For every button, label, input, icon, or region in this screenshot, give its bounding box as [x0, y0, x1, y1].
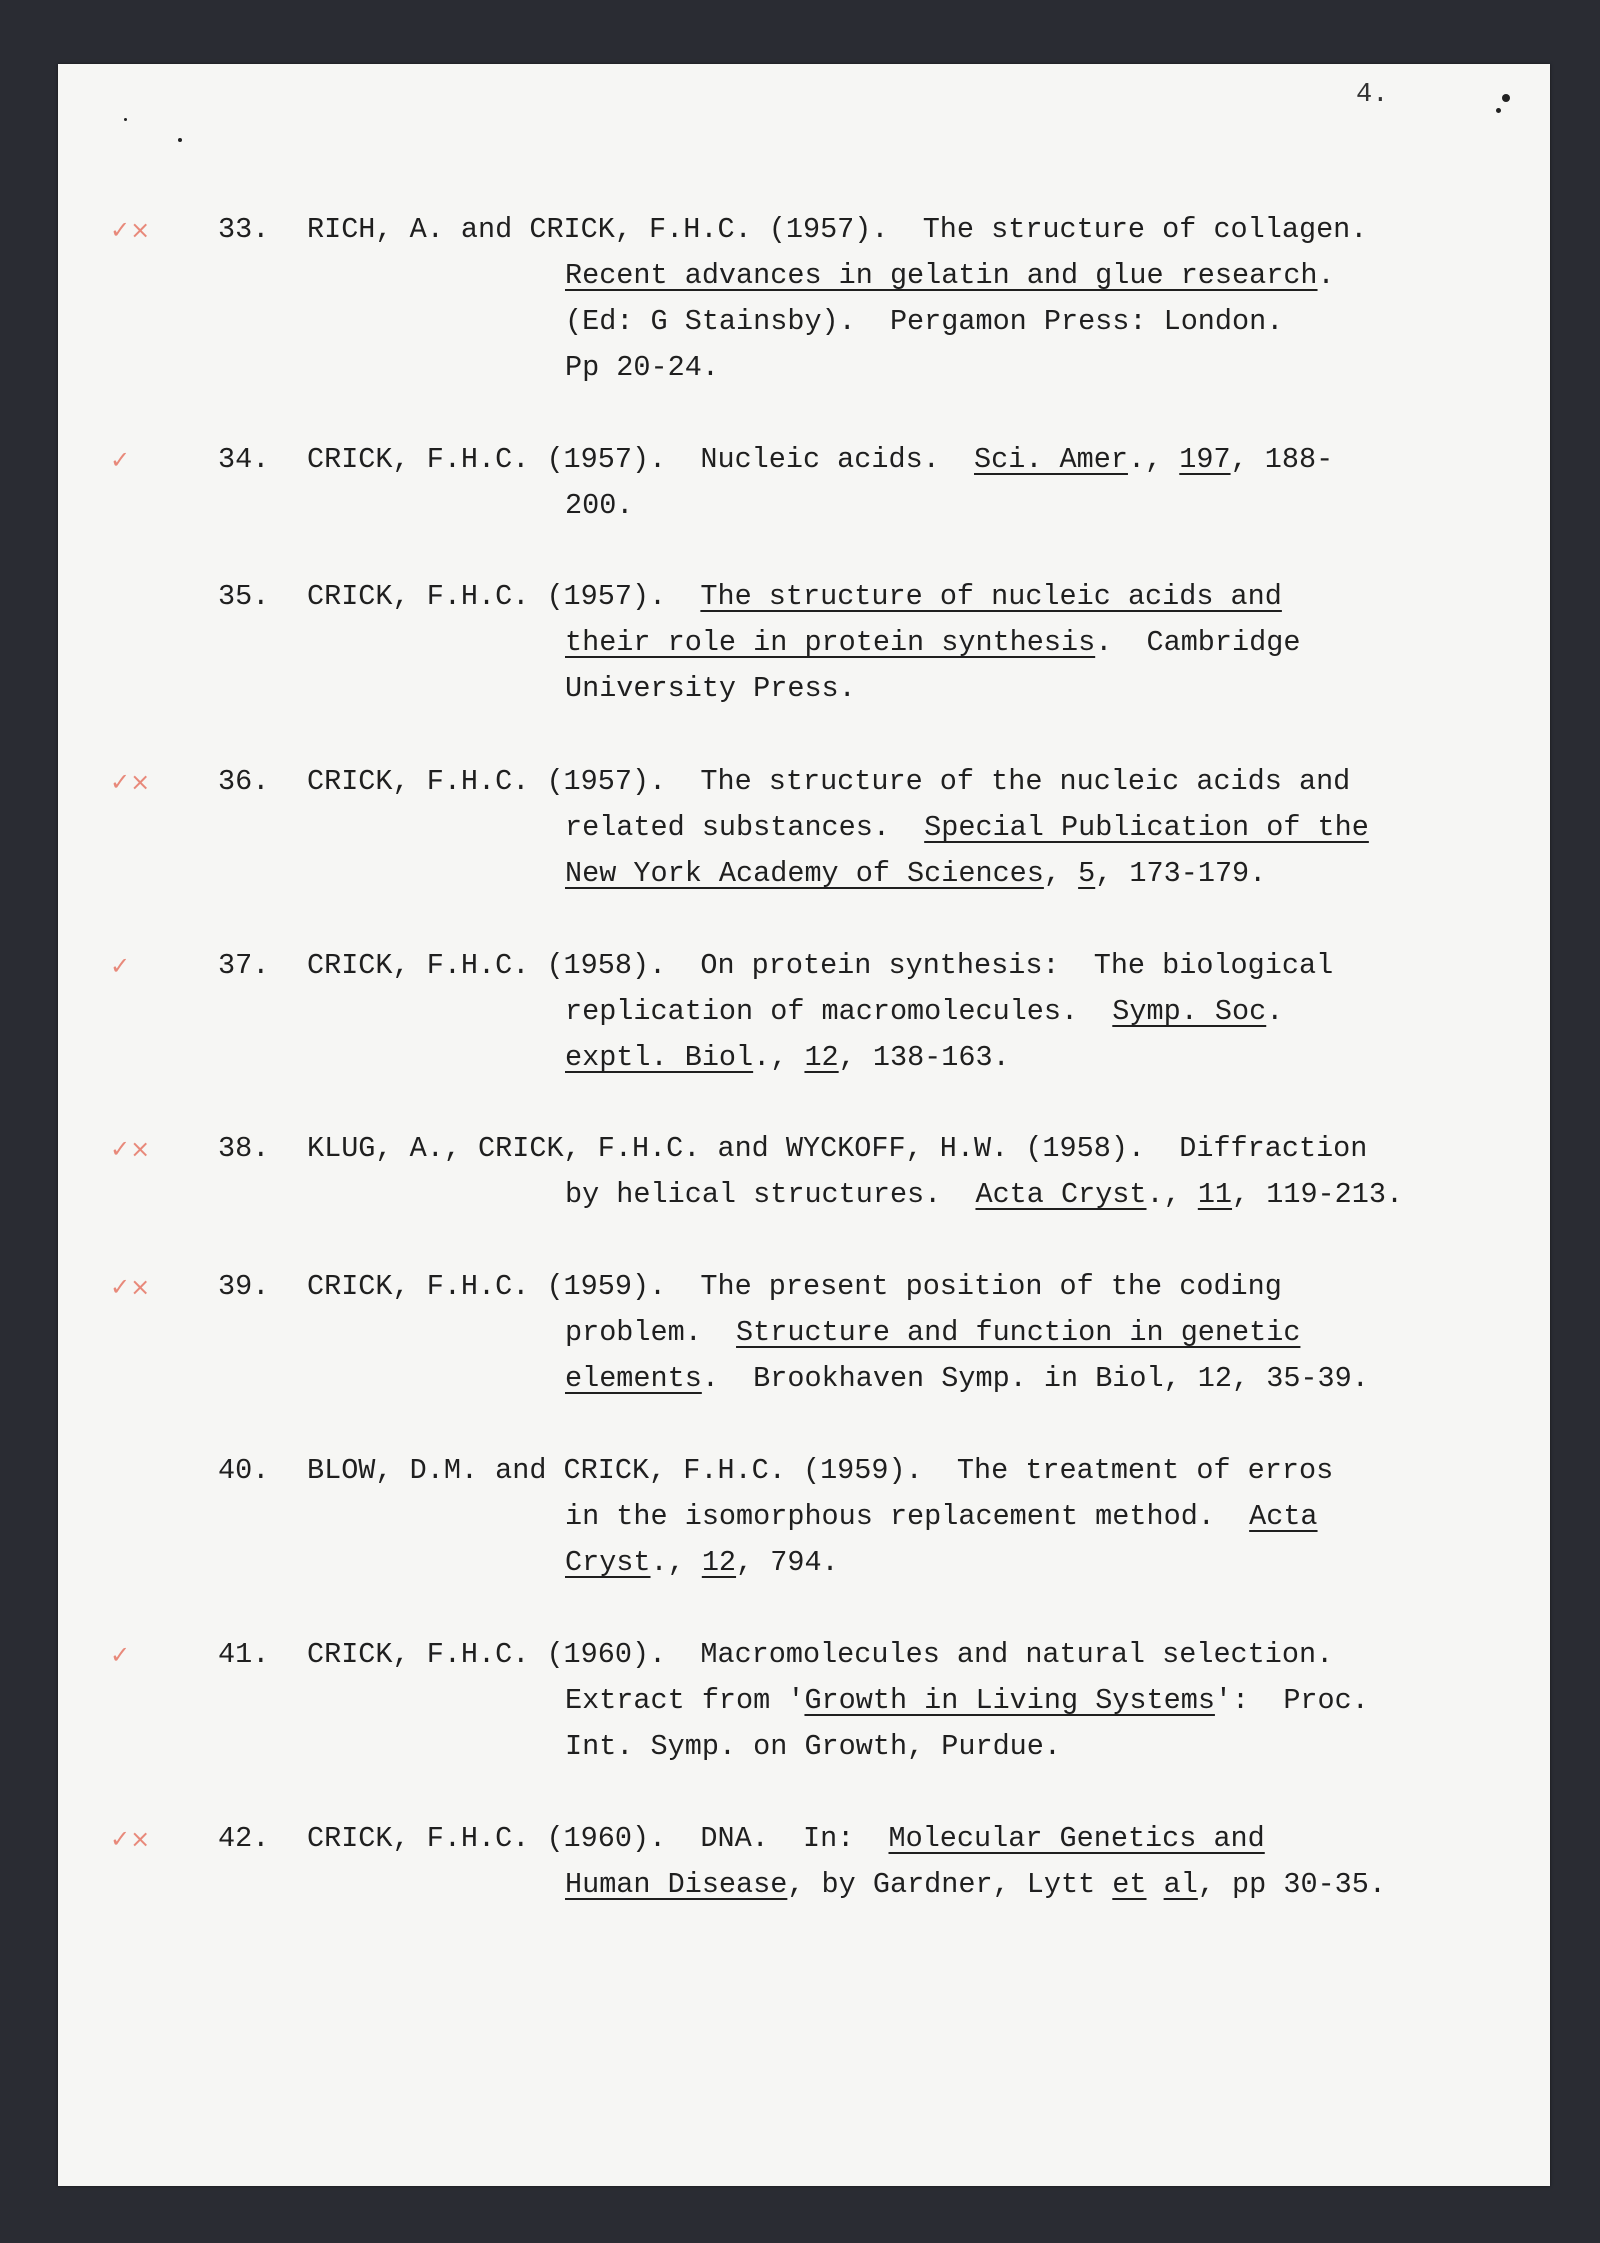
underlined-title: New York Academy of Sciences [565, 857, 1044, 890]
citation-text: , 173-179. [1095, 857, 1267, 890]
underlined-title: exptl. Biol [565, 1041, 754, 1074]
ink-speck [1496, 108, 1501, 113]
underlined-title: Special Publication of the [924, 811, 1369, 844]
underlined-title: Structure and function in genetic [736, 1316, 1301, 1349]
citation-text: ., [1127, 443, 1180, 476]
reference-line [307, 759, 1350, 805]
citation-text: . [1266, 995, 1284, 1028]
reference-line [307, 1632, 1333, 1678]
reference-line [565, 1494, 1318, 1540]
citation-text: CRICK, F.H.C. (1960). DNA. In: [307, 1822, 889, 1855]
underlined-title: The structure of nucleic acids and [700, 580, 1282, 613]
reference-line [565, 253, 1335, 299]
reference-line [565, 620, 1300, 666]
citation-text: , by Gardner, Lytt [787, 1868, 1113, 1901]
reference-line [565, 1310, 1300, 1356]
underlined-title: Acta [1249, 1500, 1318, 1533]
reference-line [565, 1540, 839, 1586]
citation-text: ., [650, 1546, 702, 1579]
ink-speck [178, 138, 182, 142]
underlined-title: Growth in Living Systems [804, 1684, 1215, 1717]
citation-text: by helical structures. [565, 1178, 976, 1211]
check-mark-annotation: ✓ [110, 446, 131, 474]
reference-number: 35. [218, 580, 270, 613]
reference-number: 39. [218, 1270, 270, 1303]
check-mark-annotation: ✓× [110, 768, 151, 796]
citation-text: University Press. [565, 672, 856, 705]
reference-line [307, 437, 1333, 483]
reference-line [565, 666, 856, 712]
reference-line [565, 1724, 1061, 1770]
reference-number: 37. [218, 949, 270, 982]
citation-text: CRICK, F.H.C. (1958). On protein synthesis: The biological [307, 949, 1334, 982]
underlined-title: Molecular Genetics and [888, 1822, 1265, 1855]
reference-line [307, 1448, 1333, 1494]
citation-text: , 119-213. [1232, 1178, 1404, 1211]
underlined-title: Human Disease [565, 1868, 788, 1901]
citation-text: . Cambridge [1095, 626, 1301, 659]
check-mark-annotation: ✓ [110, 1641, 131, 1669]
citation-text: , 794. [736, 1546, 839, 1579]
reference-line [565, 1035, 1010, 1081]
citation-text [1147, 1868, 1164, 1901]
check-mark-annotation: ✓× [110, 1825, 151, 1853]
underlined-title: Recent advances in gelatin and glue research [565, 259, 1318, 292]
reference-line [565, 989, 1283, 1035]
check-mark-annotation: ✓× [110, 216, 151, 244]
citation-text: Pp 20-24. [565, 351, 719, 384]
check-mark-annotation: ✓× [110, 1135, 151, 1163]
citation-text: RICH, A. and CRICK, F.H.C. (1957). The structure of collagen. [307, 213, 1368, 246]
citation-text: Extract from ' [565, 1684, 805, 1717]
citation-text: Int. Symp. on Growth, Purdue. [565, 1730, 1061, 1763]
reference-line [565, 1356, 1369, 1402]
citation-text: CRICK, F.H.C. (1957). The structure of the nucleic acids and [307, 765, 1351, 798]
reference-line [565, 299, 1283, 345]
underlined-title: 197 [1179, 443, 1231, 476]
reference-line [307, 1264, 1282, 1310]
citation-text: CRICK, F.H.C. (1957). [307, 580, 701, 613]
citation-text: CRICK, F.H.C. (1959). The present position of the coding [307, 1270, 1282, 1303]
reference-line [565, 483, 633, 529]
citation-text: replication of macromolecules. [565, 995, 1113, 1028]
underlined-title: 5 [1078, 857, 1096, 890]
underlined-title: Cryst [565, 1546, 651, 1579]
reference-line [565, 1862, 1386, 1908]
reference-line [565, 1172, 1403, 1218]
citation-text: . [1317, 259, 1335, 292]
citation-text: BLOW, D.M. and CRICK, F.H.C. (1959). The treatment of erros [307, 1454, 1334, 1487]
citation-text: 200. [565, 489, 634, 522]
reference-line [307, 1816, 1265, 1862]
citation-text: ., [753, 1041, 805, 1074]
citation-text: , pp 30-35. [1197, 1868, 1386, 1901]
reference-number: 38. [218, 1132, 270, 1165]
underlined-title: their role in protein synthesis [565, 626, 1096, 659]
underlined-title: al [1163, 1868, 1198, 1901]
citation-text: (Ed: G Stainsby). Pergamon Press: London. [565, 305, 1284, 338]
citation-text: . Brookhaven Symp. in Biol, 12, 35-39. [701, 1362, 1369, 1395]
reference-number: 36. [218, 765, 270, 798]
citation-text: CRICK, F.H.C. (1957). Nucleic acids. [307, 443, 975, 476]
reference-line [565, 851, 1266, 897]
citation-text: in the isomorphous replacement method. [565, 1500, 1250, 1533]
underlined-title: elements [565, 1362, 702, 1395]
underlined-title: 12 [804, 1041, 839, 1074]
underlined-title: 11 [1197, 1178, 1233, 1211]
ink-speck [1502, 94, 1510, 102]
check-mark-annotation: ✓ [110, 952, 131, 980]
citation-text: , 188- [1230, 443, 1334, 476]
citation-text: ': Proc. [1214, 1684, 1369, 1717]
reference-line [565, 805, 1369, 851]
check-mark-annotation: ✓× [110, 1273, 151, 1301]
page-number: 4. [1356, 80, 1389, 110]
citation-text: , [1043, 857, 1079, 890]
reference-line [565, 1678, 1369, 1724]
underlined-title: 12 [701, 1546, 737, 1579]
reference-number: 40. [218, 1454, 270, 1487]
reference-line [307, 574, 1282, 620]
underlined-title: et [1112, 1868, 1147, 1901]
citation-text: ., [1146, 1178, 1198, 1211]
reference-number: 42. [218, 1822, 270, 1855]
reference-line [307, 943, 1333, 989]
reference-line [307, 1126, 1367, 1172]
ink-speck [124, 118, 127, 121]
reference-line [565, 345, 719, 391]
underlined-title: Sci. Amer [974, 443, 1128, 476]
reference-line [307, 207, 1367, 253]
citation-text: related substances. [565, 811, 925, 844]
underlined-title: Acta Cryst [975, 1178, 1147, 1211]
reference-number: 33. [218, 213, 270, 246]
reference-number: 34. [218, 443, 270, 476]
underlined-title: Symp. Soc [1112, 995, 1267, 1028]
citation-text: , 138-163. [838, 1041, 1010, 1074]
citation-text: KLUG, A., CRICK, F.H.C. and WYCKOFF, H.W. (1958). Diffraction [307, 1132, 1368, 1165]
citation-text: CRICK, F.H.C. (1960). Macromolecules and natural selection. [307, 1638, 1334, 1671]
citation-text: problem. [565, 1316, 737, 1349]
reference-number: 41. [218, 1638, 270, 1671]
